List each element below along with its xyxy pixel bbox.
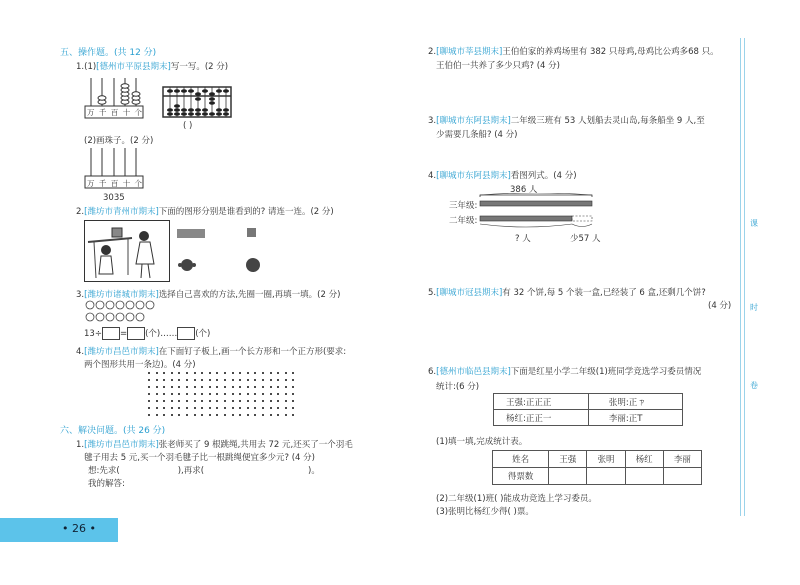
peg-dot bbox=[148, 407, 150, 409]
peg-dot bbox=[194, 386, 196, 388]
peg-dot bbox=[178, 386, 180, 388]
q-number: 3. bbox=[428, 116, 437, 126]
s6-q1-heading bbox=[76, 438, 353, 450]
peg-dot bbox=[186, 379, 188, 381]
q-text: 下面是红星小学二年级(1)班同学竞选学习委员情况 bbox=[510, 367, 702, 377]
peg-dot bbox=[239, 400, 241, 402]
peg-dot bbox=[224, 393, 226, 395]
abacus1-labels: 万 千 百 十 个 bbox=[87, 108, 144, 117]
tally-cell: 王强:正正正 bbox=[494, 394, 589, 410]
peg-dot bbox=[277, 393, 279, 395]
peg-dot bbox=[270, 407, 272, 409]
peg-dot bbox=[171, 379, 173, 381]
peg-dot bbox=[209, 379, 211, 381]
stats-header: 杨红 bbox=[625, 451, 663, 468]
peg-dot bbox=[277, 379, 279, 381]
think-prefix: 想:先求( bbox=[88, 466, 120, 476]
comparison-bar-diagram bbox=[476, 193, 598, 233]
peg-dot bbox=[262, 414, 264, 416]
source-tag: [聊城市冠县期末] bbox=[436, 288, 503, 298]
r-q5-heading bbox=[428, 286, 706, 298]
q-number: 6. bbox=[428, 367, 437, 377]
stats-table bbox=[492, 450, 702, 485]
apples-group bbox=[84, 300, 196, 324]
q4-heading bbox=[76, 345, 346, 357]
stats-header: 张明 bbox=[587, 451, 625, 468]
peg-dot bbox=[262, 400, 264, 402]
q-number: 4. bbox=[76, 347, 85, 357]
think-suffix: )。 bbox=[308, 466, 320, 476]
peg-dot bbox=[292, 407, 294, 409]
peg-dot bbox=[262, 393, 264, 395]
peg-dot bbox=[171, 414, 173, 416]
q-text: 有 32 个饼,每 5 个装一盒,已经装了 6 盒,还剩几个饼? bbox=[502, 288, 706, 298]
peg-dot bbox=[156, 372, 158, 374]
side-char: 时 bbox=[750, 303, 758, 312]
peg-dot bbox=[285, 379, 287, 381]
peg-dot bbox=[247, 407, 249, 409]
tally-table bbox=[493, 393, 683, 426]
peg-dot bbox=[186, 400, 188, 402]
peg-dot bbox=[209, 372, 211, 374]
shape-square-view bbox=[247, 228, 256, 237]
stats-header: 姓名 bbox=[493, 451, 549, 468]
peg-dot bbox=[209, 393, 211, 395]
row1-label: 三年级: bbox=[449, 201, 478, 211]
peg-dot bbox=[194, 379, 196, 381]
peg-dot bbox=[247, 414, 249, 416]
peg-dot bbox=[277, 372, 279, 374]
peg-dot bbox=[232, 400, 234, 402]
peg-dot bbox=[216, 407, 218, 409]
peg-dot bbox=[232, 379, 234, 381]
peg-dot bbox=[148, 386, 150, 388]
peg-dot bbox=[232, 407, 234, 409]
pegboard-grid[interactable] bbox=[148, 372, 298, 418]
peg-dot bbox=[201, 393, 203, 395]
stats-header: 王强 bbox=[549, 451, 587, 468]
peg-dot bbox=[292, 414, 294, 416]
peg-dot bbox=[178, 379, 180, 381]
abacus3-labels: 万 千 百 十 个 bbox=[87, 179, 144, 188]
peg-dot bbox=[292, 372, 294, 374]
q-number: 3. bbox=[76, 290, 85, 300]
peg-dot bbox=[148, 372, 150, 374]
peg-dot bbox=[209, 400, 211, 402]
peg-dot bbox=[285, 393, 287, 395]
peg-dot bbox=[216, 379, 218, 381]
peg-dot bbox=[254, 414, 256, 416]
peg-dot bbox=[163, 393, 165, 395]
peg-dot bbox=[163, 372, 165, 374]
source-tag: [聊城市东阿县期末] bbox=[436, 171, 511, 181]
r-q5-score: (4 分) bbox=[708, 301, 732, 311]
section6-title: 六、解决问题。(共 26 分) bbox=[60, 426, 166, 436]
peg-dot bbox=[171, 372, 173, 374]
peg-dot bbox=[232, 386, 234, 388]
peg-dot bbox=[171, 393, 173, 395]
q-number: 1. bbox=[76, 62, 85, 72]
unknown-label: ? 人 bbox=[515, 234, 531, 244]
r-q6-line2: 统计:(6 分) bbox=[436, 382, 480, 392]
peg-dot bbox=[239, 414, 241, 416]
abacus-suanpan bbox=[162, 86, 232, 118]
peg-dot bbox=[239, 379, 241, 381]
source-tag: [聊城市东阿县期末] bbox=[436, 116, 511, 126]
s6-q1-text-line2: 毽子用去 5 元,买一个羽毛毽子比一根跳绳便宜多少元? (4 分) bbox=[84, 453, 315, 463]
peg-dot bbox=[148, 400, 150, 402]
peg-dot bbox=[224, 407, 226, 409]
peg-dot bbox=[270, 414, 272, 416]
peg-dot bbox=[194, 414, 196, 416]
peg-dot bbox=[163, 386, 165, 388]
peg-dot bbox=[156, 407, 158, 409]
answer-box-remainder[interactable] bbox=[177, 327, 195, 340]
stats-input-cell[interactable] bbox=[549, 468, 587, 485]
q3-formula bbox=[84, 327, 210, 340]
r-q3-heading bbox=[428, 114, 705, 126]
peg-dot bbox=[178, 372, 180, 374]
peg-dot bbox=[201, 407, 203, 409]
peg-dot bbox=[239, 393, 241, 395]
total-label: 386 人 bbox=[510, 185, 538, 195]
formula-dividend: 13÷ bbox=[84, 329, 102, 339]
peg-dot bbox=[247, 372, 249, 374]
peg-dot bbox=[239, 407, 241, 409]
peg-dot bbox=[163, 379, 165, 381]
q2-heading bbox=[76, 205, 334, 217]
r-q6-sub1: (1)填一填,完成统计表。 bbox=[436, 437, 528, 447]
peg-dot bbox=[194, 400, 196, 402]
peg-dot bbox=[239, 386, 241, 388]
tally-cell: 李丽:正T bbox=[588, 410, 682, 426]
r-q4-heading bbox=[428, 169, 577, 181]
peg-dot bbox=[156, 414, 158, 416]
peg-dot bbox=[270, 372, 272, 374]
peg-dot bbox=[171, 386, 173, 388]
r-q2-line2: 王伯伯一共养了多少只鸡? (4 分) bbox=[436, 61, 560, 71]
peg-dot bbox=[209, 386, 211, 388]
q-text: 看图列式。(4 分) bbox=[510, 171, 577, 181]
scene-children-looking-at-box bbox=[84, 220, 170, 282]
peg-dot bbox=[277, 414, 279, 416]
peg-dot bbox=[270, 386, 272, 388]
r-q3-line2: 少需要几条船? (4 分) bbox=[436, 130, 518, 140]
peg-dot bbox=[209, 414, 211, 416]
peg-dot bbox=[232, 414, 234, 416]
peg-dot bbox=[232, 372, 234, 374]
source-tag: [潍坊市诸城市期末] bbox=[84, 290, 159, 300]
q-part: (1) bbox=[84, 62, 97, 72]
q-number: 1. bbox=[76, 440, 85, 450]
girl-head-view bbox=[178, 256, 196, 274]
peg-dot bbox=[247, 393, 249, 395]
peg-dot bbox=[178, 414, 180, 416]
q-text: 写一写。(2 分) bbox=[170, 62, 229, 72]
peg-dot bbox=[186, 372, 188, 374]
shape-rectangle-view bbox=[177, 229, 205, 238]
answer-box-quotient[interactable] bbox=[127, 327, 145, 340]
peg-dot bbox=[186, 393, 188, 395]
q3-heading bbox=[76, 288, 340, 300]
think-mid: ),再求( bbox=[177, 466, 205, 476]
peg-dot bbox=[156, 400, 158, 402]
peg-dot bbox=[163, 407, 165, 409]
q-number: 2. bbox=[428, 47, 437, 57]
q4-text-line2: 两个图形共用一条边)。(4 分) bbox=[84, 360, 196, 370]
peg-dot bbox=[224, 386, 226, 388]
peg-dot bbox=[224, 379, 226, 381]
boy-head-view bbox=[244, 256, 262, 274]
margin-line bbox=[744, 38, 745, 516]
peg-dot bbox=[156, 393, 158, 395]
tally-cell: 杨红:正正一 bbox=[494, 410, 589, 426]
peg-dot bbox=[262, 379, 264, 381]
row2-label: 二年级: bbox=[449, 216, 478, 226]
peg-dot bbox=[201, 379, 203, 381]
peg-dot bbox=[262, 386, 264, 388]
peg-dot bbox=[254, 386, 256, 388]
peg-dot bbox=[194, 393, 196, 395]
r-q6-sub3: (3)张明比杨红少得( )票。 bbox=[436, 507, 534, 517]
peg-dot bbox=[285, 400, 287, 402]
peg-dot bbox=[254, 407, 256, 409]
peg-dot bbox=[285, 372, 287, 374]
peg-dot bbox=[270, 393, 272, 395]
formula-unit1: (个)…… bbox=[145, 329, 178, 339]
peg-dot bbox=[201, 400, 203, 402]
peg-dot bbox=[254, 379, 256, 381]
peg-dot bbox=[292, 386, 294, 388]
peg-dot bbox=[186, 407, 188, 409]
peg-dot bbox=[277, 386, 279, 388]
peg-dot bbox=[171, 400, 173, 402]
peg-dot bbox=[186, 386, 188, 388]
peg-dot bbox=[292, 379, 294, 381]
source-tag: [潍坊市昌邑市期末] bbox=[84, 440, 159, 450]
peg-dot bbox=[178, 393, 180, 395]
source-tag: [潍坊市昌邑市期末] bbox=[84, 347, 159, 357]
stats-header: 李丽 bbox=[663, 451, 701, 468]
peg-dot bbox=[224, 372, 226, 374]
peg-dot bbox=[224, 400, 226, 402]
margin-line bbox=[740, 38, 741, 516]
peg-dot bbox=[163, 400, 165, 402]
q-text: 下面的图形分别是谁看到的? 请连一连。(2 分) bbox=[158, 207, 334, 217]
peg-dot bbox=[216, 372, 218, 374]
peg-dot bbox=[239, 372, 241, 374]
peg-dot bbox=[178, 407, 180, 409]
peg-dot bbox=[270, 400, 272, 402]
formula-equals: = bbox=[119, 329, 128, 339]
source-tag: [潍坊市青州市期末] bbox=[84, 207, 159, 217]
peg-dot bbox=[186, 414, 188, 416]
q-text: 二年级三班有 53 人划船去灵山岛,每条船坐 9 人,至 bbox=[510, 116, 705, 126]
peg-dot bbox=[224, 414, 226, 416]
stats-row-label: 得票数 bbox=[493, 468, 549, 485]
q-text: 选择自己喜欢的方法,先圈一圈,再填一填。(2 分) bbox=[158, 290, 341, 300]
q1-part2: (2)画珠子。(2 分) bbox=[84, 136, 154, 146]
q-text: 张老师买了 9 根跳绳,共用去 72 元,还买了一个羽毛 bbox=[158, 440, 353, 450]
peg-dot bbox=[285, 407, 287, 409]
q-number: 4. bbox=[428, 171, 437, 181]
r-q2-heading bbox=[428, 45, 719, 57]
peg-dot bbox=[254, 400, 256, 402]
peg-dot bbox=[232, 393, 234, 395]
r-q6-heading bbox=[428, 365, 701, 377]
q-text: 在下面钉子板上,画一个长方形和一个正方形(要求: bbox=[158, 347, 347, 357]
peg-dot bbox=[148, 414, 150, 416]
peg-dot bbox=[254, 393, 256, 395]
peg-dot bbox=[209, 407, 211, 409]
tally-cell: 张明:正ㄗ bbox=[588, 394, 682, 410]
peg-dot bbox=[292, 393, 294, 395]
peg-dot bbox=[201, 386, 203, 388]
peg-dot bbox=[201, 372, 203, 374]
formula-unit2: (个) bbox=[195, 329, 211, 339]
peg-dot bbox=[201, 414, 203, 416]
side-char: 卷 bbox=[750, 381, 758, 390]
page-number: • 26 • bbox=[62, 522, 96, 535]
peg-dot bbox=[216, 400, 218, 402]
peg-dot bbox=[216, 393, 218, 395]
peg-dot bbox=[285, 386, 287, 388]
answer-box-divisor[interactable] bbox=[102, 327, 120, 340]
peg-dot bbox=[163, 414, 165, 416]
q-text: 王伯伯家的养鸡场里有 382 只母鸡,母鸡比公鸡多68 只。 bbox=[502, 47, 719, 57]
peg-dot bbox=[216, 386, 218, 388]
less-label: 少57 人 bbox=[570, 234, 601, 244]
peg-dot bbox=[247, 400, 249, 402]
peg-dot bbox=[292, 400, 294, 402]
page-number-bar bbox=[0, 518, 118, 542]
side-char: 课 bbox=[750, 219, 758, 228]
peg-dot bbox=[270, 379, 272, 381]
peg-dot bbox=[247, 379, 249, 381]
peg-dot bbox=[156, 379, 158, 381]
peg-dot bbox=[194, 407, 196, 409]
abacus3-value: 3035 bbox=[103, 193, 125, 203]
peg-dot bbox=[148, 379, 150, 381]
peg-dot bbox=[285, 414, 287, 416]
section5-title: 五、操作题。(共 12 分) bbox=[60, 48, 157, 58]
peg-dot bbox=[148, 393, 150, 395]
stats-input-cell[interactable] bbox=[587, 468, 625, 485]
source-tag: [德州市平原县期末] bbox=[96, 62, 171, 72]
r-q6-sub2: (2)二年级(1)班( )能成功竞选上学习委员。 bbox=[436, 494, 597, 504]
q-number: 2. bbox=[76, 207, 85, 217]
s6-q1-answer: 我的解答: bbox=[88, 479, 125, 489]
abacus2-answer-blank[interactable]: ( ) bbox=[183, 121, 193, 131]
peg-dot bbox=[254, 372, 256, 374]
peg-dot bbox=[277, 407, 279, 409]
source-tag: [德州市临邑县期末] bbox=[436, 367, 511, 377]
source-tag: [聊城市莘县期末] bbox=[436, 47, 503, 57]
s6-q1-think bbox=[88, 464, 320, 476]
peg-dot bbox=[277, 400, 279, 402]
peg-dot bbox=[262, 407, 264, 409]
peg-dot bbox=[216, 414, 218, 416]
peg-dot bbox=[247, 386, 249, 388]
peg-dot bbox=[178, 400, 180, 402]
peg-dot bbox=[194, 372, 196, 374]
peg-dot bbox=[156, 386, 158, 388]
q1-heading bbox=[76, 60, 228, 72]
stats-input-cell[interactable] bbox=[663, 468, 701, 485]
q-number: 5. bbox=[428, 288, 437, 298]
peg-dot bbox=[262, 372, 264, 374]
stats-input-cell[interactable] bbox=[625, 468, 663, 485]
peg-dot bbox=[171, 407, 173, 409]
